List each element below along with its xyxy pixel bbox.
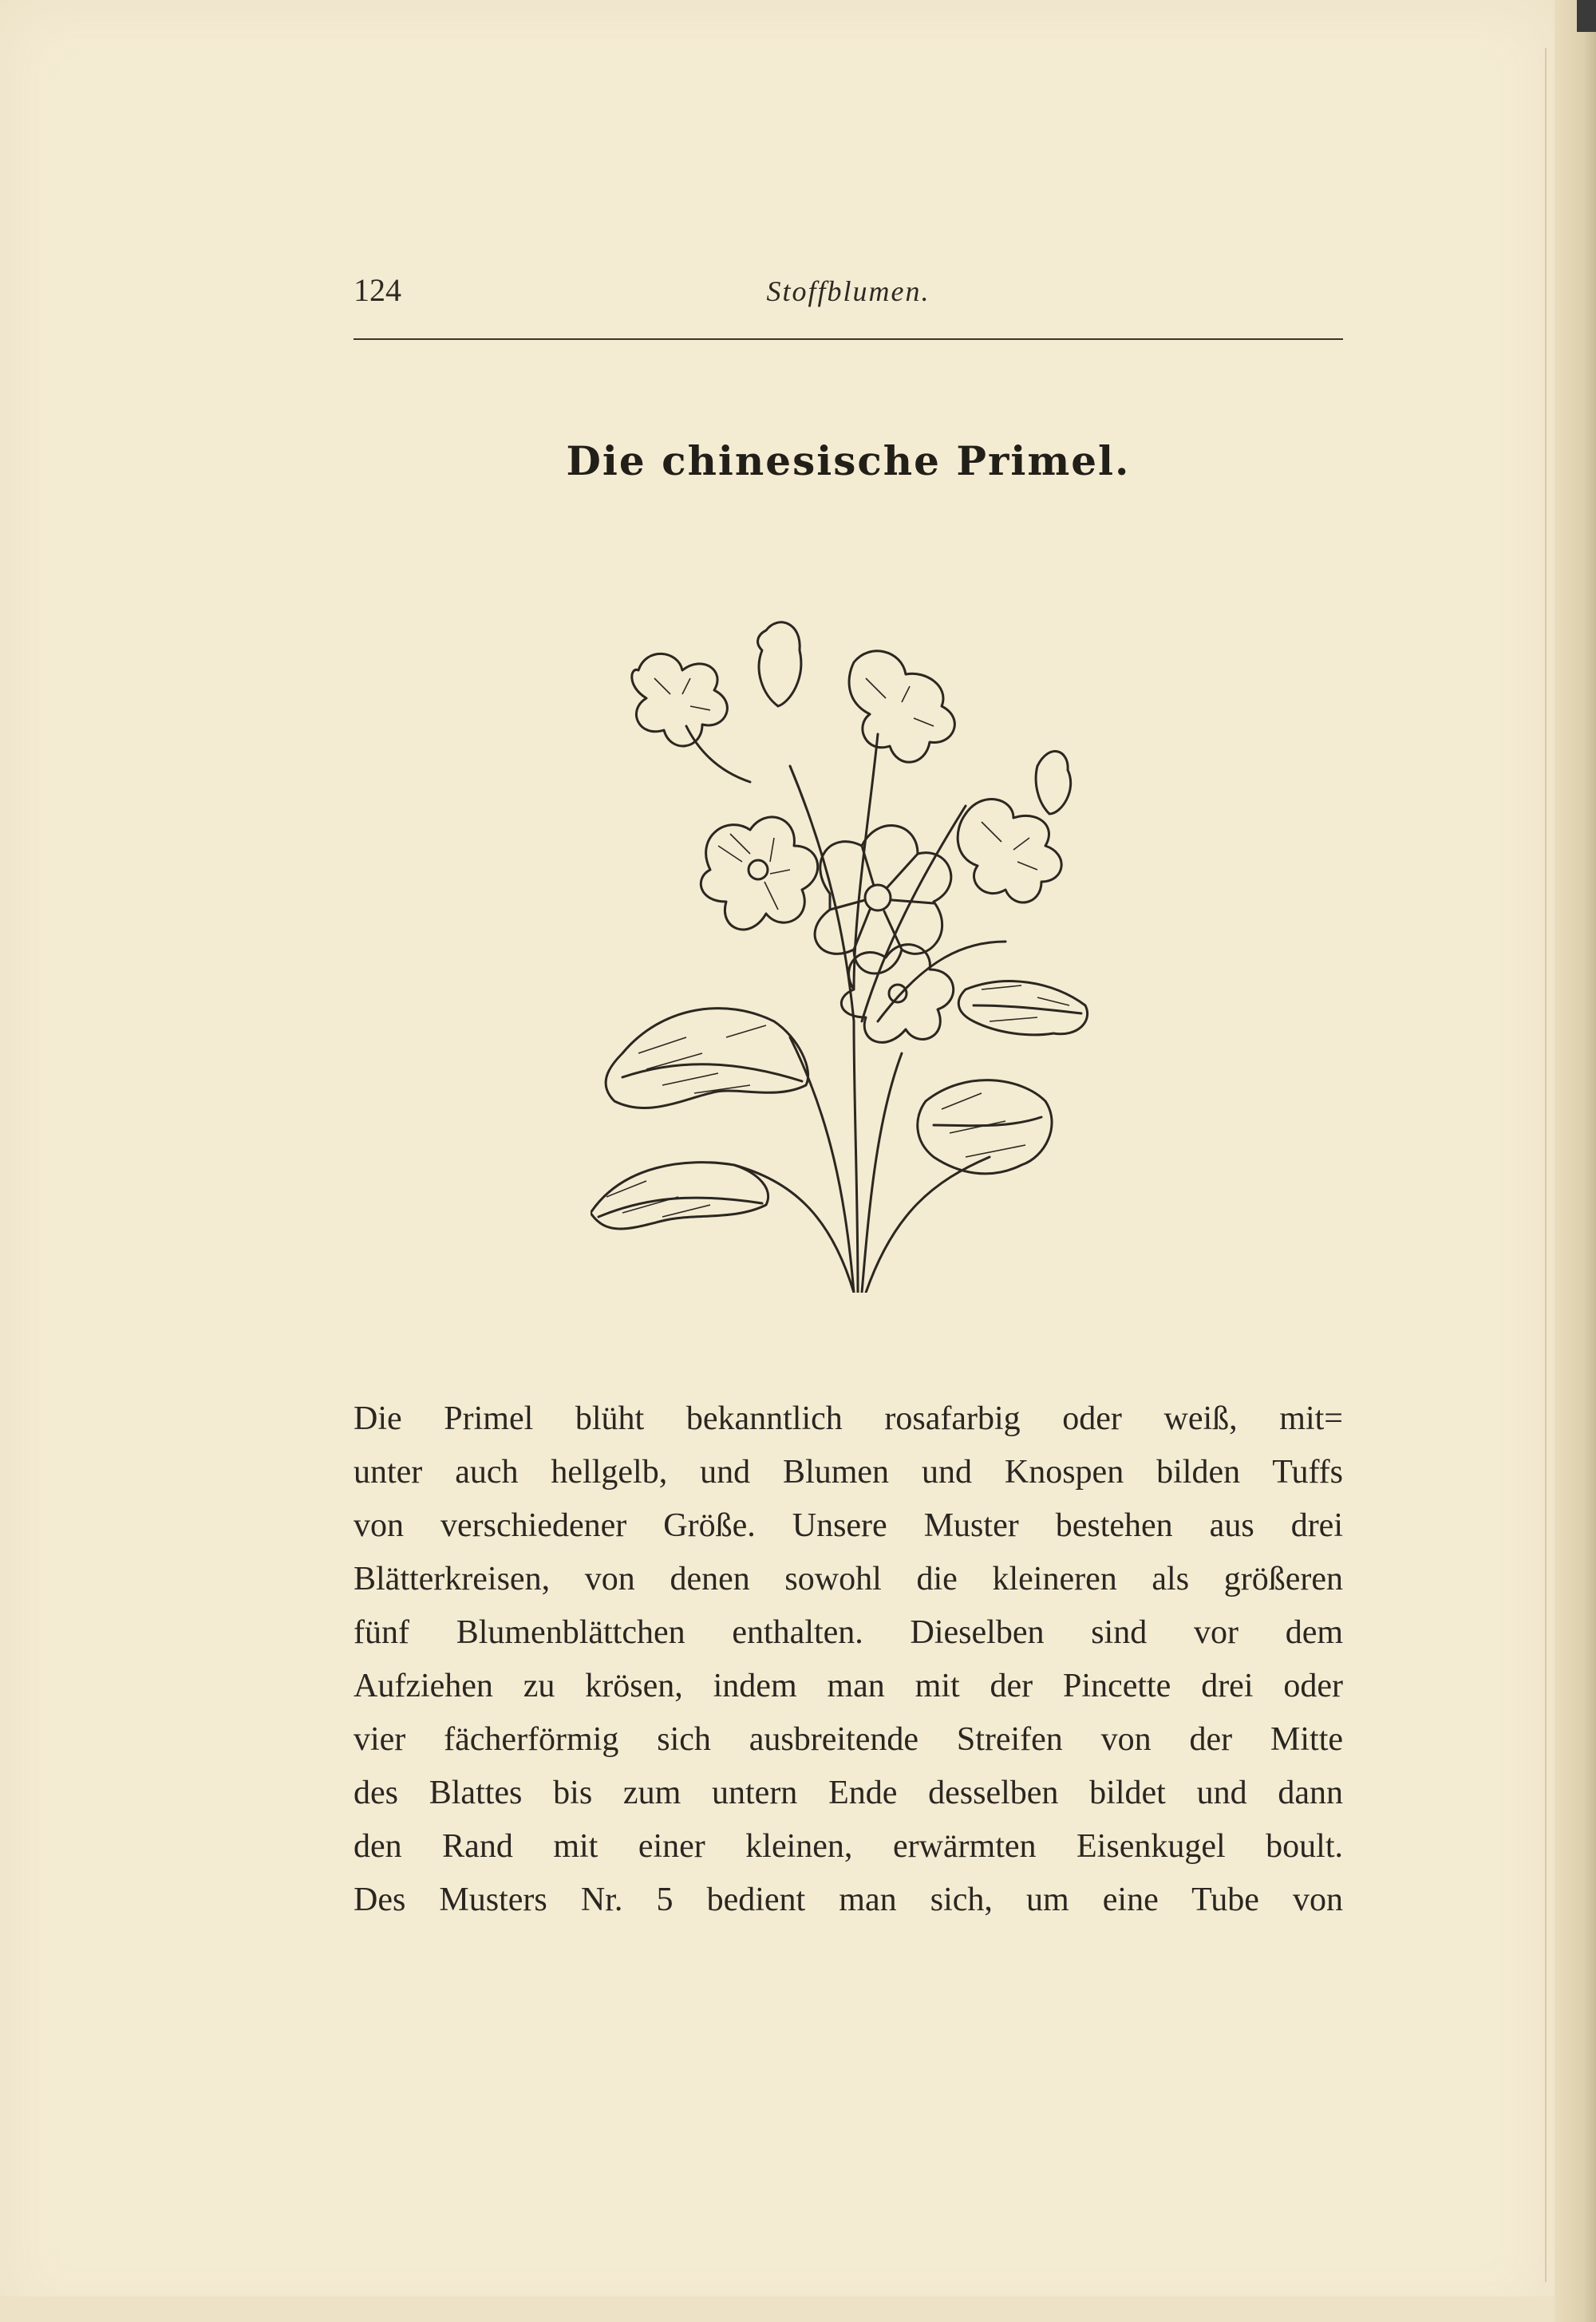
text-line: vier fächerförmig sich ausbreitende Streifen von der Mitte xyxy=(354,1721,1343,1758)
body-text xyxy=(354,1392,1343,1927)
page-gutter-line xyxy=(1545,48,1547,2282)
text-line: von verschiedener Größe. Unsere Muster bestehen aus drei xyxy=(354,1507,1343,1544)
text-line: den Rand mit einer kleinen, erwärmten Eisenkugel boult. xyxy=(354,1828,1343,1865)
running-head xyxy=(354,271,1343,311)
text-line: Des Musters Nr. 5 bedient man sich, um eine Tube von xyxy=(354,1882,1343,1918)
text-line: unter auch hellgelb, und Blumen und Knospen bilden Tuffs xyxy=(354,1454,1343,1491)
text-line: Die Primel blüht bekanntlich rosafarbig oder weiß, mit= xyxy=(354,1400,1343,1437)
text-line: fünf Blumenblättchen enthalten. Dieselben sind vor dem xyxy=(354,1614,1343,1651)
page-number: 124 xyxy=(354,272,401,308)
running-title: Stoffblumen. xyxy=(766,275,930,307)
text-line: Blätterkreisen, von denen sowohl die kleineren als größeren xyxy=(354,1561,1343,1597)
page-bottom-margin xyxy=(0,2296,1555,2322)
text-line: Aufziehen zu krösen, indem man mit der Pincette drei oder xyxy=(354,1668,1343,1704)
text-line: des Blattes bis zum untern Ende desselben bildet und dann xyxy=(354,1775,1343,1811)
chapter-title: Die chinesische Primel. xyxy=(566,437,1131,484)
primrose-engraving-icon xyxy=(591,606,1101,1293)
book-cover-corner xyxy=(1577,0,1596,32)
book-edge xyxy=(1555,0,1596,2322)
header-rule xyxy=(354,338,1343,340)
